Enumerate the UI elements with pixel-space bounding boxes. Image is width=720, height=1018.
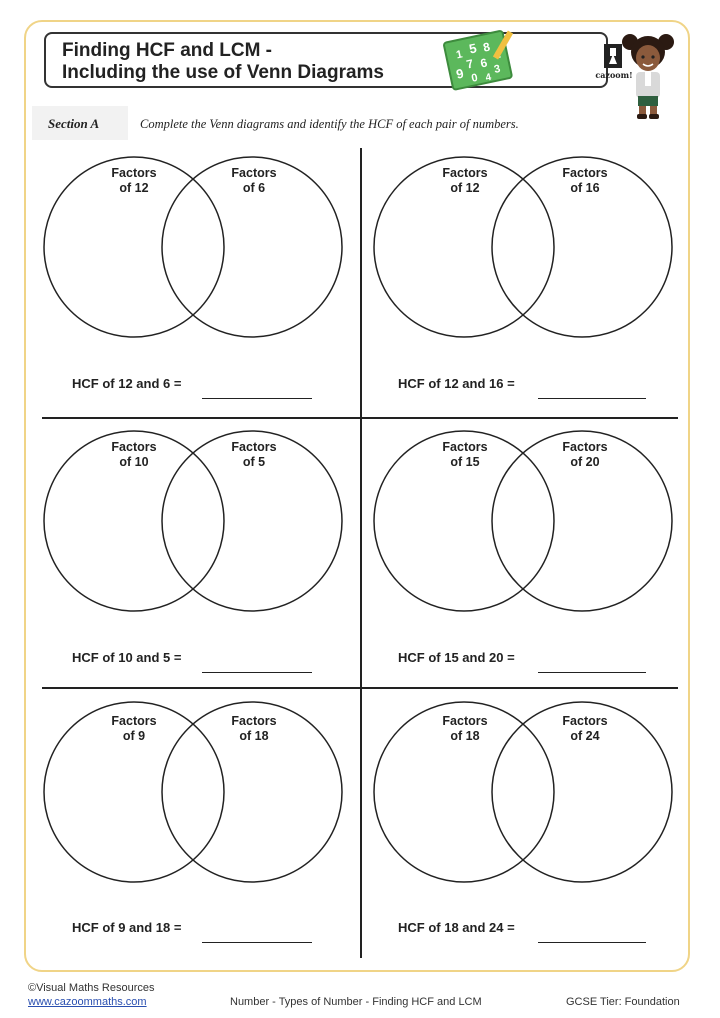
character-illustration xyxy=(616,28,680,120)
worksheet-title-line-2: Including the use of Venn Diagrams xyxy=(62,62,384,83)
set-label-left: Factors of 9 xyxy=(111,714,157,743)
footer-copyright: ©Visual Maths Resources xyxy=(28,982,155,994)
answer-line[interactable] xyxy=(538,672,646,673)
answer-line[interactable] xyxy=(202,942,312,943)
set-label-right: Factors of 16 xyxy=(562,166,608,195)
hcf-question: HCF of 12 and 16 = xyxy=(398,376,515,391)
venn-panel xyxy=(372,698,692,968)
set-label-left: Factors of 12 xyxy=(111,166,157,195)
section-tag xyxy=(32,106,128,140)
board-digit: 3 xyxy=(492,62,502,76)
board-digit: 5 xyxy=(467,40,478,57)
worksheet-title-line-1: Finding HCF and LCM - xyxy=(62,40,273,61)
footer-tier: GCSE Tier: Foundation xyxy=(566,996,680,1008)
hcf-question: HCF of 15 and 20 = xyxy=(398,650,515,665)
board-digit: 9 xyxy=(454,65,465,82)
set-label-right: Factors of 20 xyxy=(562,440,608,469)
board-digit: 1 xyxy=(455,48,464,62)
footer-website-link[interactable]: www.cazoommaths.com xyxy=(28,996,147,1008)
hcf-question: HCF of 18 and 24 = xyxy=(398,920,515,935)
set-label-right: Factors of 24 xyxy=(562,714,608,743)
venn-panel xyxy=(372,150,692,420)
set-label-left: Factors of 15 xyxy=(442,440,488,469)
venn-panel xyxy=(42,424,362,694)
board-digit: 6 xyxy=(479,55,489,71)
answer-line[interactable] xyxy=(538,398,646,399)
venn-panel xyxy=(372,424,692,694)
set-label-left: Factors of 10 xyxy=(111,440,157,469)
set-label-right: Factors of 6 xyxy=(231,166,277,195)
hcf-question: HCF of 9 and 18 = xyxy=(72,920,182,935)
set-label-left: Factors of 12 xyxy=(442,166,488,195)
logo-text: cazoom! xyxy=(595,70,633,80)
board-digit: 7 xyxy=(465,56,475,72)
set-label-right: Factors of 18 xyxy=(231,714,277,743)
hcf-question: HCF of 12 and 6 = xyxy=(72,376,182,391)
set-label-left: Factors of 18 xyxy=(442,714,488,743)
board-digit: 0 xyxy=(470,71,479,85)
hcf-question: HCF of 10 and 5 = xyxy=(72,650,182,665)
instruction-text: Complete the Venn diagrams and identify the HCF of each pair of numbers. xyxy=(140,117,519,131)
title-box xyxy=(44,32,633,88)
set-label-right: Factors of 5 xyxy=(231,440,277,469)
answer-line[interactable] xyxy=(202,672,312,673)
venn-panel xyxy=(42,150,362,420)
number-board-icon xyxy=(440,26,518,96)
answer-line[interactable] xyxy=(202,398,312,399)
board-digit: 8 xyxy=(481,39,492,55)
footer-topic: Number - Types of Number - Finding HCF and LCM xyxy=(230,996,482,1008)
section-label: Section A xyxy=(48,116,100,131)
answer-line[interactable] xyxy=(538,942,646,943)
venn-panel xyxy=(42,698,362,968)
board-digit: 4 xyxy=(484,71,493,84)
